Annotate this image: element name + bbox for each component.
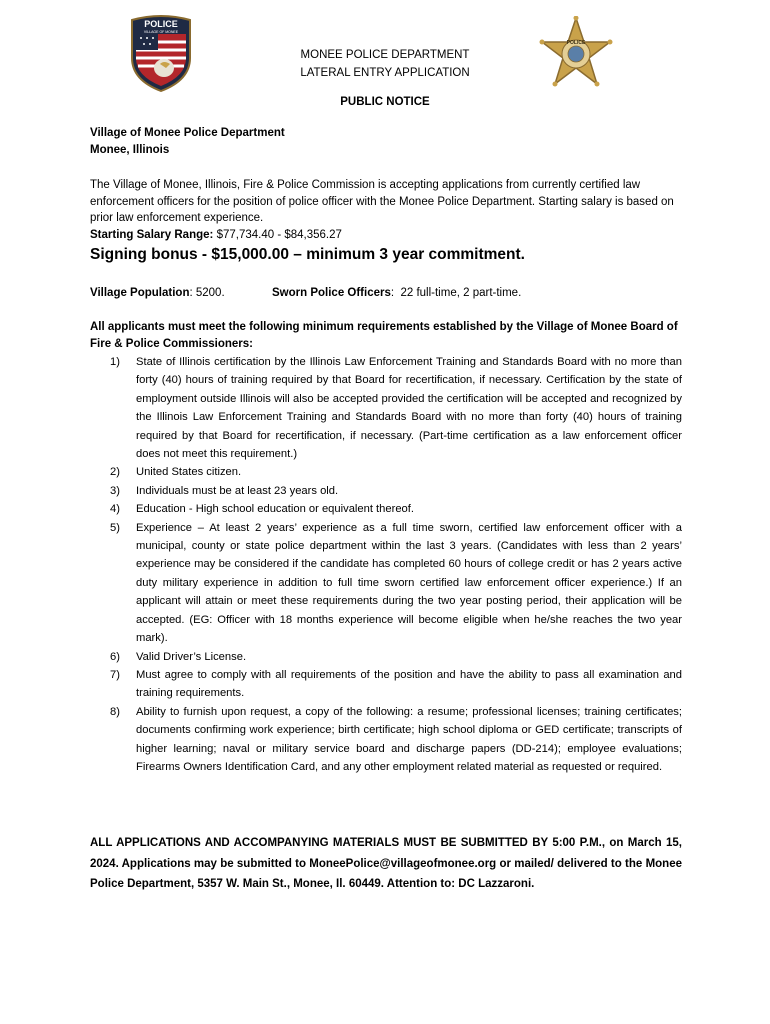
list-item-text: Individuals must be at least 23 years old.	[136, 484, 339, 497]
list-item-text: Education - High school education or equivalent thereof.	[136, 503, 414, 516]
org-name: Village of Monee Police Department	[90, 127, 285, 139]
list-item	[110, 519, 682, 648]
list-item-number: 1)	[110, 356, 120, 368]
submission-instructions: ALL APPLICATIONS AND ACCOMPANYING MATERIALS MUST BE SUBMITTED BY 5:00 P.M., on March 15, 2024. Applications may be submitted to MoneePolice@villageofmonee.org or mailed/ delivered to the Monee Police Department, 5357 W. Main St., Monee, Il. 60449. Attention to: DC Lazzaroni.	[90, 837, 682, 890]
signing-bonus: Signing bonus - $15,000.00 – minimum 3 year commitment.	[90, 246, 525, 263]
officers-value: 22 full-time, 2 part-time.	[400, 287, 522, 299]
police-star-badge	[538, 16, 614, 92]
list-item-text: Valid Driver’s License.	[136, 650, 247, 663]
salary-value: $77,734.40 - $84,356.27	[216, 229, 342, 241]
list-item-number: 8)	[110, 705, 120, 718]
intro-paragraph: The Village of Monee, Illinois, Fire & Police Commission is accepting applications from currently certified law enforcement officers for the position of police officer with the Monee Police Department. Starting salary is based on prior law enforcement experience.	[90, 179, 674, 225]
list-item-text: United States citizen.	[136, 466, 242, 479]
header-department: MONEE POLICE DEPARTMENT	[300, 49, 470, 61]
list-item-text: Experience – At least 2 years’ experience as a full time sworn, certified law enforcement officer with a municipal, county or state police department within the last 3 years. (Candidates with less than 2 years’ experience may be considered if the candidate has completed 60 hours of college credit or has 2 years active duty military experience in addition to full time sworn certified law enforcement officer experience.) If an applicant will attain or meet these requirements during the two year posting period, their application will be accepted. (EG: Officer with 18 months experience will become eligible when he/she reaches the two year mark).	[136, 521, 682, 645]
list-item-number: 7)	[110, 668, 120, 681]
population-label: Village Population	[90, 287, 190, 299]
list-item-text: Ability to furnish upon request, a copy of the following: a resume; professional licenses; training certificates; documents confirming work experience; birth certificate; high school diploma or GED certificate; transcripts of higher learning; naval or military service board and discharge papers (DD-214); employee evaluations; Firearms Owners Identification Card, and any other employment related material as requested or required.	[136, 705, 682, 773]
list-item	[110, 463, 682, 481]
requirements-intro: All applicants must meet the following minimum requirements established by the Village of Monee Board of Fire & Police Commissioners:	[90, 321, 678, 350]
patch-subtitle: VILLAGE OF MONEE	[143, 30, 179, 34]
list-item-number: 5)	[110, 521, 120, 534]
stats-line: Village Population: 5200. Sworn Police Officers: 22 full-time, 2 part-time.	[90, 287, 522, 299]
police-patch-logo	[128, 14, 194, 92]
population-value: 5200.	[195, 287, 225, 299]
list-item	[110, 482, 682, 500]
officers-label: Sworn Police Officers	[272, 287, 391, 299]
list-item	[110, 353, 682, 463]
star-title: POLICE	[566, 40, 586, 46]
list-item-text: Must agree to comply with all requirements of the position and have the ability to pass all examination and training requirements.	[136, 668, 682, 700]
list-item	[110, 666, 682, 703]
header-application: LATERAL ENTRY APPLICATION	[300, 67, 470, 79]
list-item	[110, 648, 682, 666]
salary-line: Starting Salary Range: $77,734.40 - $84,356.27	[90, 229, 342, 241]
patch-title: POLICE	[144, 19, 178, 29]
list-item	[110, 500, 682, 518]
list-item-number: 6)	[110, 650, 120, 663]
requirements-intro-text: All applicants must meet the following minimum requirements established by the Village of Monee Board of Fire & Police Commissioners	[90, 321, 678, 350]
requirements-list	[110, 353, 682, 776]
org-location: Monee, Illinois	[90, 144, 170, 156]
list-item-number: 3)	[110, 484, 120, 497]
salary-label: Starting Salary Range	[90, 229, 210, 241]
list-item-text: State of Illinois certification by the Illinois Law Enforcement Training and Standards Board with no more than forty (40) hours of training required by that Board for recertification, if necessary. Certification by the state of employment outside Illinois will also be accepted provided the certification will be accepted and recognized by the Illinois Law Enforcement Training and Standards Board with no more than forty (40) hours of training required by that Board for recertification, if necessary. (Part-time certification as a law enforcement officer does not meet this requirement.)	[136, 356, 682, 461]
list-item-number: 2)	[110, 466, 120, 479]
list-item	[110, 703, 682, 777]
list-item-number: 4)	[110, 503, 120, 516]
public-notice-title: PUBLIC NOTICE	[340, 96, 430, 108]
